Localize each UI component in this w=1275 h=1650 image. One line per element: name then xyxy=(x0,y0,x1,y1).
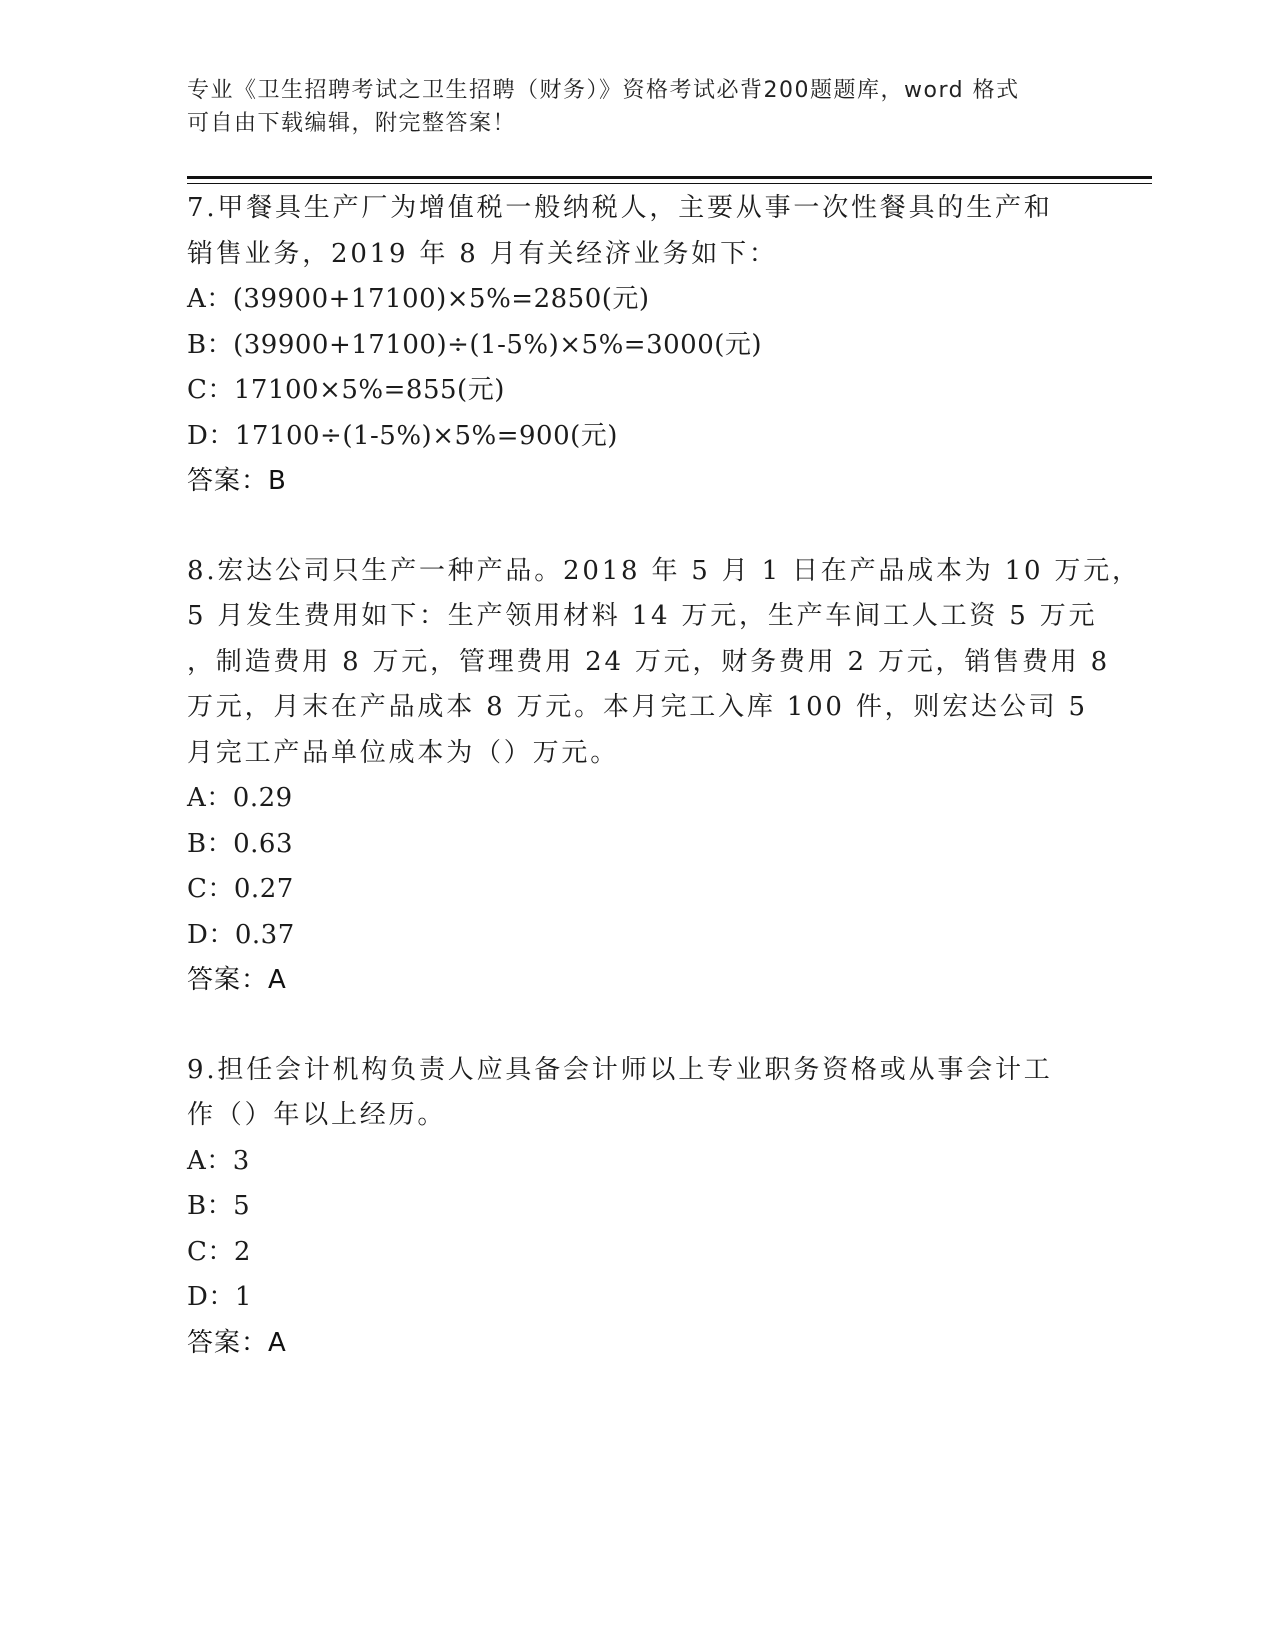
question-text: 7.甲餐具生产厂为增值税一般纳税人，主要从事一次性餐具的生产和 xyxy=(187,193,1053,223)
option-a: A：3 xyxy=(187,1145,250,1176)
question-9 xyxy=(187,1048,1087,1367)
option-d: D：1 xyxy=(187,1282,252,1312)
question-text: 销售业务，2019 年 8 月有关经济业务如下： xyxy=(187,238,778,269)
question-text: 5 月发生费用如下：生产领用材料 14 万元，生产车间工人工资 5 万元 xyxy=(187,601,1098,631)
header-line: 可自由下载编辑，附完整答案！ xyxy=(187,111,517,136)
option-c: C：0.27 xyxy=(187,874,294,904)
question-7 xyxy=(187,186,1087,505)
option-b: B：0.63 xyxy=(187,828,293,859)
question-8 xyxy=(187,549,1141,1004)
option-d: D：17100÷(1-5%)×5%=900(元) xyxy=(187,420,618,451)
answer: 答案：A xyxy=(187,1327,287,1358)
header-rule-thin xyxy=(187,183,1152,184)
question-text: 8.宏达公司只生产一种产品。2018 年 5 月 1 日在产品成本为 10 万元， xyxy=(187,555,1141,586)
option-c: C：2 xyxy=(187,1236,251,1267)
option-c: C：17100×5%=855(元) xyxy=(187,375,505,405)
question-text: 月完工产品单位成本为（）万元。 xyxy=(187,737,620,768)
option-a: A：0.29 xyxy=(187,783,293,813)
question-text: ，制造费用 8 万元，管理费用 24 万元，财务费用 2 万元，销售费用 8 xyxy=(187,646,1110,677)
option-b: B：(39900+17100)÷(1-5%)×5%=3000(元) xyxy=(187,329,763,360)
option-b: B：5 xyxy=(187,1191,251,1221)
header-line: 专业《卫生招聘考试之卫生招聘（财务）》资格考试必背200题题库，word 格式 xyxy=(187,78,1020,103)
option-a: A：(39900+17100)×5%=2850(元) xyxy=(187,284,650,314)
question-text: 9.担任会计机构负责人应具备会计师以上专业职务资格或从事会计工 xyxy=(187,1054,1053,1085)
header-rule-thick xyxy=(187,176,1152,179)
question-text: 作（）年以上经历。 xyxy=(187,1100,447,1130)
question-list xyxy=(187,186,1141,1366)
document-header xyxy=(187,74,1067,140)
answer: 答案：A xyxy=(187,965,287,995)
question-text: 万元，月末在产品成本 8 万元。本月完工入库 100 件，则宏达公司 5 xyxy=(187,692,1088,722)
answer: 答案：B xyxy=(187,466,287,496)
option-d: D：0.37 xyxy=(187,919,295,950)
